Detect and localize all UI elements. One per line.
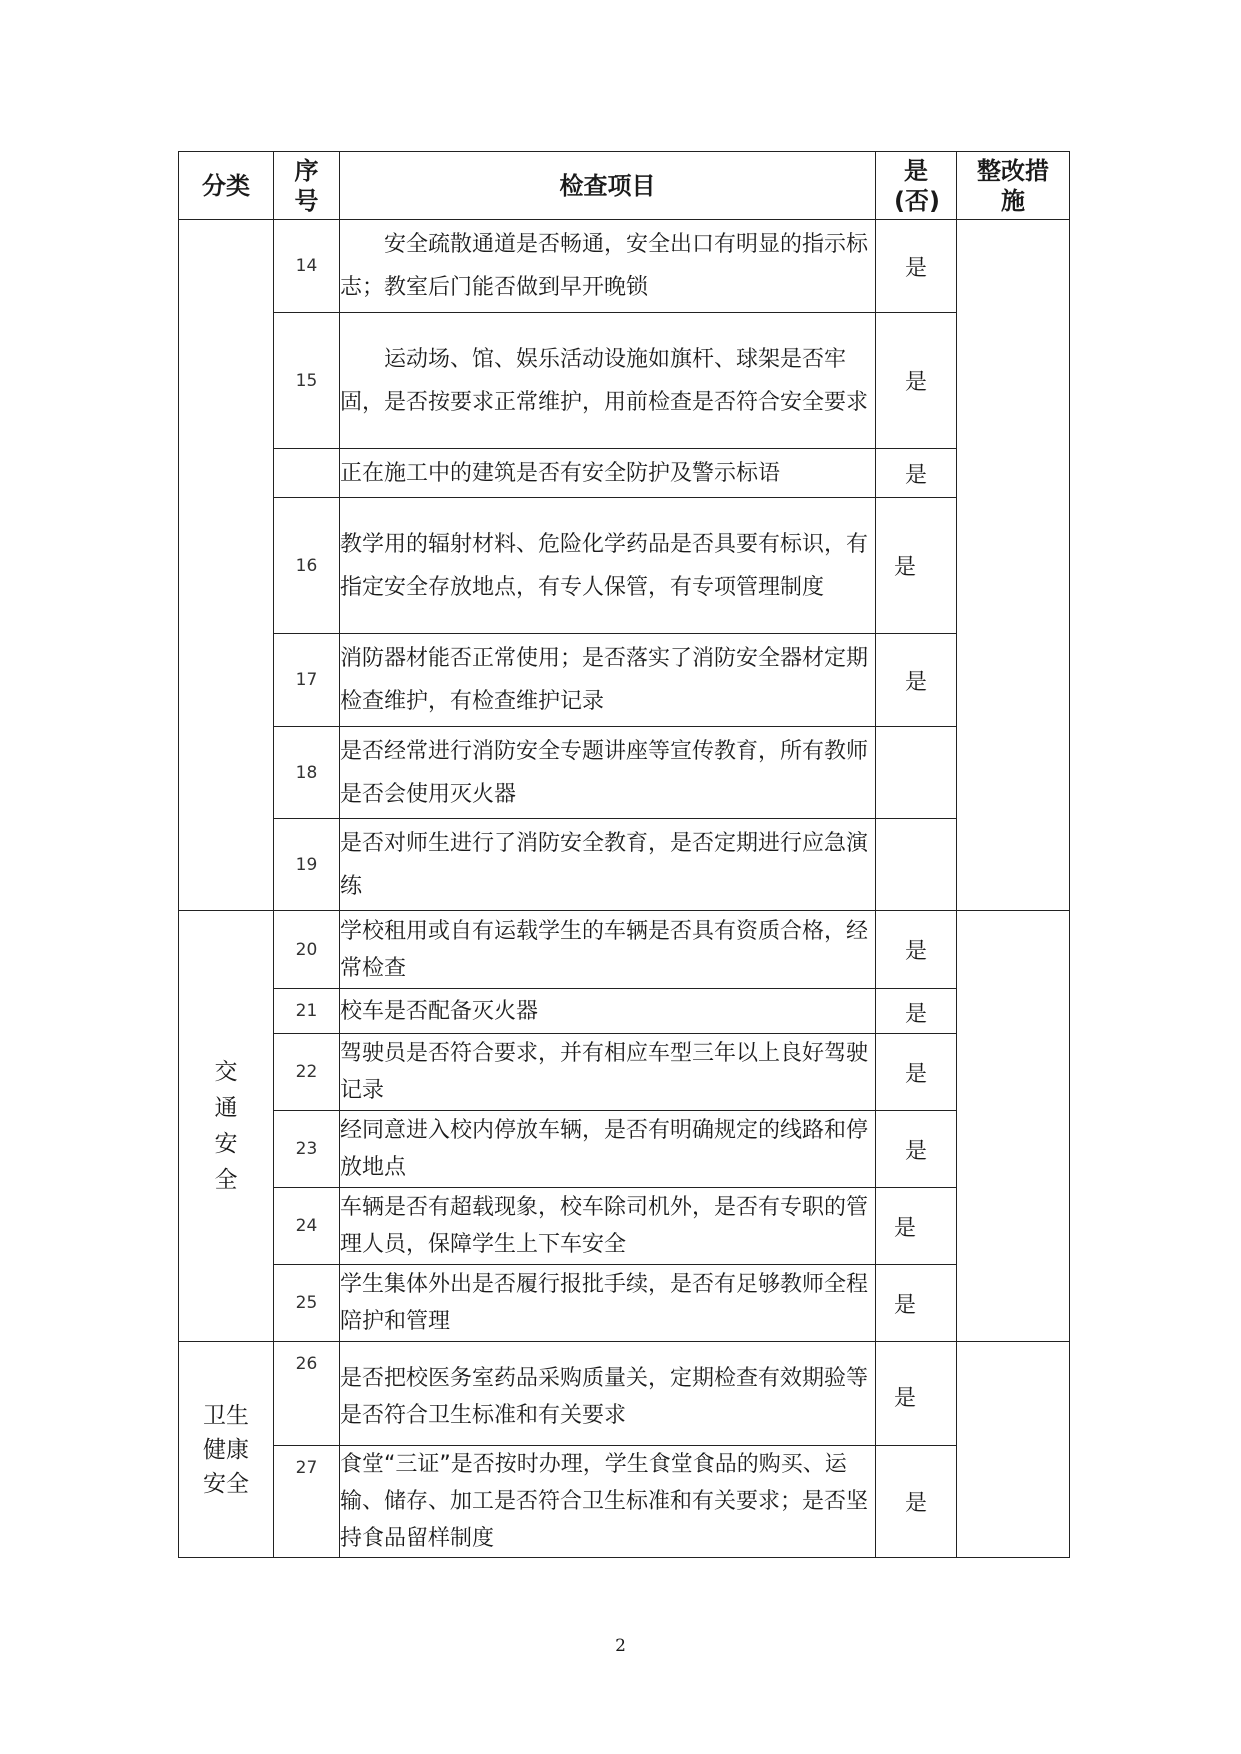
row-number: 23 [274,1111,340,1188]
answer-cell [876,819,957,911]
check-item: 车辆是否有超载现象，校车除司机外，是否有专职的管理人员，保障学生上下车安全 [340,1188,876,1265]
table-row [179,449,1070,498]
row-number: 16 [274,498,340,634]
table-row [179,1188,1070,1265]
fix-cell [957,1342,1070,1558]
answer-cell: 是 [876,313,957,449]
check-item: 学校租用或自有运载学生的车辆是否具有资质合格，经常检查 [340,911,876,989]
table-row [179,1034,1070,1111]
answer-cell: 是 [876,1188,957,1265]
row-number: 14 [274,220,340,313]
table-row [179,989,1070,1034]
table-row [179,1111,1070,1188]
table-row [179,634,1070,727]
check-item: 校车是否配备灭火器 [340,989,876,1034]
answer-cell: 是 [876,911,957,989]
answer-cell: 是 [876,1342,957,1446]
row-number [274,449,340,498]
answer-cell: 是 [876,449,957,498]
row-number: 27 [274,1446,340,1558]
row-number: 18 [274,727,340,819]
category-cell-empty [179,220,274,911]
row-number: 21 [274,989,340,1034]
table-row [179,727,1070,819]
answer-cell: 是 [876,1265,957,1342]
check-item: 经同意进入校内停放车辆，是否有明确规定的线路和停放地点 [340,1111,876,1188]
answer-cell: 是 [876,989,957,1034]
answer-cell: 是 [876,498,957,634]
fix-cell [957,220,1070,911]
check-item: 是否把校医务室药品采购质量关，定期检查有效期验等是否符合卫生标准和有关要求 [340,1342,876,1446]
table-row [179,1265,1070,1342]
check-item: 安全疏散通道是否畅通，安全出口有明显的指示标志；教室后门能否做到早开晚锁 [340,220,876,313]
answer-cell: 是 [876,1111,957,1188]
fix-cell [957,911,1070,1342]
header-answer: 是(否) [876,152,957,220]
table-row [179,220,1070,313]
row-number: 15 [274,313,340,449]
row-number: 22 [274,1034,340,1111]
table-row [179,498,1070,634]
row-number: 26 [274,1342,340,1446]
row-number: 17 [274,634,340,727]
header-category: 分类 [179,152,274,220]
page-number: 2 [615,1636,626,1656]
row-number: 25 [274,1265,340,1342]
category-traffic: 交通安全 [179,911,274,1342]
check-item: 消防器材能否正常使用；是否落实了消防安全器材定期检查维护，有检查维护记录 [340,634,876,727]
answer-cell: 是 [876,634,957,727]
check-item: 正在施工中的建筑是否有安全防护及警示标语 [340,449,876,498]
row-number: 24 [274,1188,340,1265]
table-row [179,819,1070,911]
answer-cell: 是 [876,1446,957,1558]
header-seq: 序号 [274,152,340,220]
header-fix: 整改措施 [957,152,1070,220]
table-row [179,1446,1070,1558]
inspection-table [178,151,1070,1558]
check-item: 是否对师生进行了消防安全教育，是否定期进行应急演练 [340,819,876,911]
check-item: 教学用的辐射材料、危险化学药品是否具要有标识，有指定安全存放地点，有专人保管，有专项管理制度 [340,498,876,634]
row-number: 19 [274,819,340,911]
check-item: 驾驶员是否符合要求，并有相应车型三年以上良好驾驶记录 [340,1034,876,1111]
check-item: 是否经常进行消防安全专题讲座等宣传教育，所有教师是否会使用灭火器 [340,727,876,819]
answer-cell: 是 [876,220,957,313]
category-health: 卫生健康安全 [179,1342,274,1558]
check-item: 学生集体外出是否履行报批手续，是否有足够教师全程陪护和管理 [340,1265,876,1342]
answer-cell: 是 [876,1034,957,1111]
answer-cell [876,727,957,819]
header-item: 检查项目 [340,152,876,220]
table-row [179,313,1070,449]
check-item: 运动场、馆、娱乐活动设施如旗杆、球架是否牢固，是否按要求正常维护，用前检查是否符合安全要求 [340,313,876,449]
row-number: 20 [274,911,340,989]
table-row [179,911,1070,989]
table-row [179,1342,1070,1446]
check-item: 食堂“三证”是否按时办理，学生食堂食品的购买、运输、储存、加工是否符合卫生标准和有关要求；是否坚持食品留样制度 [340,1446,876,1558]
table-header-row [179,152,1070,220]
